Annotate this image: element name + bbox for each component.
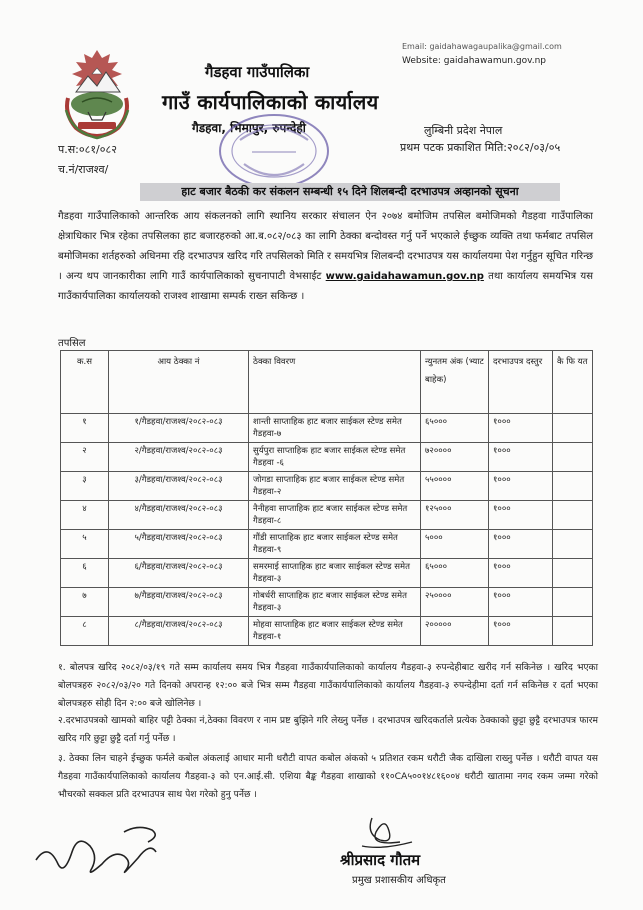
- letter-reference-number: प.स:०८१/०८२: [58, 143, 117, 156]
- table-row: २ २/गैडहवा/राजश्व/२०८२-०८३ सुर्यपुरा साप्ताहिक हाट बजार साईकल स्टेण्ड समेत गैडहवा -६ ७२०००० १०००: [61, 443, 593, 472]
- notice-title: हाट बजार बैठकी कर संकलन सम्बन्धी १५ दिने शिलबन्दी दरभाउपत्र अव्हानको सूचना: [140, 183, 560, 201]
- office-seal-stamp: [218, 112, 330, 190]
- office-type: गाउँ कार्यपालिकाको कार्यालय: [162, 90, 379, 114]
- table-row: ६ ६/गैडहवा/राजश्व/२०८२-०८३ समरमाई साप्ताहिक हाट बजार साईकल स्टेण्ड समेत गैडहवा-३ ६५००० १०००: [61, 559, 593, 588]
- condition-3: ३. ठेक्का लिन चाहने ईच्छुक फर्मले कबोल अंकलाई आधार मानी धरौटी वापत कबोल अंकको ५ प्रतिशत रकम धरौटी जैक दाखिला राख्नु पर्नेछ । धरौटी वापत यस गैडहवा गाउँकार्यपालिकाको कार्यालय गैडहवा-३ को एन.आई.सी. एशिया बैङ्क गैडहवा शाखाको ११०CA५००१४८१६००४ धरौटी खातामा नगद रकम जम्मा गरेको भौचरको सक्कल प्रति दरभाउपत्र साथ पेश गरेको हुनु पर्नेछ ।: [58, 753, 598, 800]
- email-line: Email: gaidahawagaupalika@gmail.com: [402, 42, 562, 51]
- condition-2: २.दरभाउपत्रको खामको बाहिर पट्टी ठेक्का नं,ठेक्का विवरण र नाम प्रष्ट बुझिने गरि लेख्नु पर्नेछ । दरभाउपत्र खरिदकर्ताले प्रत्येक ठेक्काको छुट्टा छुट्टै दरभाउपत्र फारम खरिद गरि छुट्टा छुट्टै दर्ता गर्नु पर्नेछ ।: [58, 715, 598, 744]
- signer-name: श्रीप्रसाद गौतम: [340, 851, 421, 869]
- header-sn: क.स: [61, 351, 109, 414]
- header-contract-no: आय ठेक्का नं: [109, 351, 249, 414]
- table-header-row: [61, 351, 593, 414]
- notice-body: गैडहवा गाउँपालिकाको आन्तरिक आय संकलनको लागि स्थानिय सरकार संचालन ऐन २०७४ बमोजिम तपसिल बमोजिमको गैडहवा गाउँपालिका क्षेत्राधिकार भित्र रहेका तपसिलका हाट बजारहरुको आ.ब.०८२/०८३ का लागि ठेक्का बन्दोवस्त गर्नु पर्ने भएकाले ईच्छुक व्यक्ति तथा फर्मबाट तपसिल बमोजिमका शर्तहरुको अधिनमा रहि दरभाउपत्र खरिद गरि तपसिलको मिति र समयभित्र शिलबन्दी दरभाउपत्र यस कार्यालयमा पेश गर्नुहुन सूचित गरिन्छ । अन्य थप जानकारीका लागि गाउँ कार्यपालिकाको सुचनापाटी वेभसाईट www.gaidahawamun.gov.np तथा कार्यालय समयभित्र यस गाउँकार्यपालिका कार्यालयको राजश्व शाखामा सम्पर्क राख्न सकिन्छ ।: [58, 211, 593, 302]
- signer-title: प्रमुख प्रशासकीय अधिकृत: [352, 875, 446, 886]
- dispatch-number: च.नं/राजश्व/: [58, 163, 109, 176]
- header-remarks: कै फि यत: [553, 351, 593, 414]
- table-row: ४ ४/गैडहवा/राजश्व/२०८२-०८३ नैनीहवा साप्ताहिक हाट बजार साईकल स्टेण्ड समेत गैडहवा-८ १२५००० १०००: [61, 501, 593, 530]
- table-row: ५ ५/गैडहवा/राजश्व/२०८२-०८३ गौंडी साप्ताहिक हाट बजार साईकल स्टेण्ड समेत गैडहवा-९ ५००० १०००: [61, 530, 593, 559]
- table-row: ७ ७/गैडहवा/राजश्व/२०८२-०८३ गोबर्धरी साप्ताहिक हाट बजार साईकल स्टेण्ड समेत गैडहवा-३ २५०००० १०००: [61, 588, 593, 617]
- tender-table: [60, 350, 593, 646]
- header-min-amount: न्युनतम अंक (भ्याट बाहेक): [421, 351, 489, 414]
- handwritten-signature: [28, 812, 188, 882]
- nepal-coat-of-arms-icon: [58, 48, 136, 140]
- first-published-date: प्रथम पटक प्रकाशित मिति:२०८२/०३/०५: [400, 141, 561, 154]
- table-row: १ १/गैडहवा/राजश्व/२०८२-०८३ शान्ती साप्ताहिक हाट बजार साईकल स्टेण्ड समेत गैडहवा-७ ६५००० १०००: [61, 414, 593, 443]
- header-fee: दरभाउपत्र दस्तुर: [489, 351, 553, 414]
- table-row: ३ ३/गैडहवा/राजश्व/२०८२-०८३ जोगडा साप्ताहिक हाट बजार साईकल स्टेण्ड समेत गैडहवा-२ ५५०००० १०००: [61, 472, 593, 501]
- province-line: लुम्बिनी प्रदेश नेपाल: [424, 124, 503, 137]
- table-row: ८ ८/गैडहवा/राजश्व/२०८२-०८३ मोहवा साप्ताहिक हाट बजार साईकल स्टेण्ड समेत गैडहवा-१ २००००० १०००: [61, 617, 593, 646]
- condition-1: १. बोलपत्र खरिद २०८२/०३/१९ गते सम्म कार्यालय समय भित्र गैडहवा गाउँकार्यपालिकाको कार्यालय गैडहवा-३ रुपन्देहीबाट खरीद गर्न सकिनेछ । खरिद भएका बोलपत्रहरु २०८२/०३/२० गते दिनको अपरान्ह १२:०० बजे भित्र सम्म गैडहवा गाउँकार्यपालिकाको कार्यालय गैडहवा-३ रुपन्देहीमा दर्ता गर्न सकिनेछ र दर्ता भएका बोलपत्रहरु सोही दिन २:०० बजे खोलिनेछ ।: [58, 662, 598, 709]
- schedule-label: तपसिल: [58, 338, 86, 349]
- website-link[interactable]: www.gaidahawamun.gov.np: [325, 271, 484, 282]
- office-address: गैडहवा, भिमापुर, रुपन्देही: [192, 121, 306, 135]
- signer-signature: [342, 812, 432, 852]
- website-line: Website: gaidahawamun.gov.np: [402, 56, 546, 66]
- header-description: ठेक्का विवरण: [249, 351, 421, 414]
- office-name: गैडहवा गाउँपालिका: [205, 63, 310, 81]
